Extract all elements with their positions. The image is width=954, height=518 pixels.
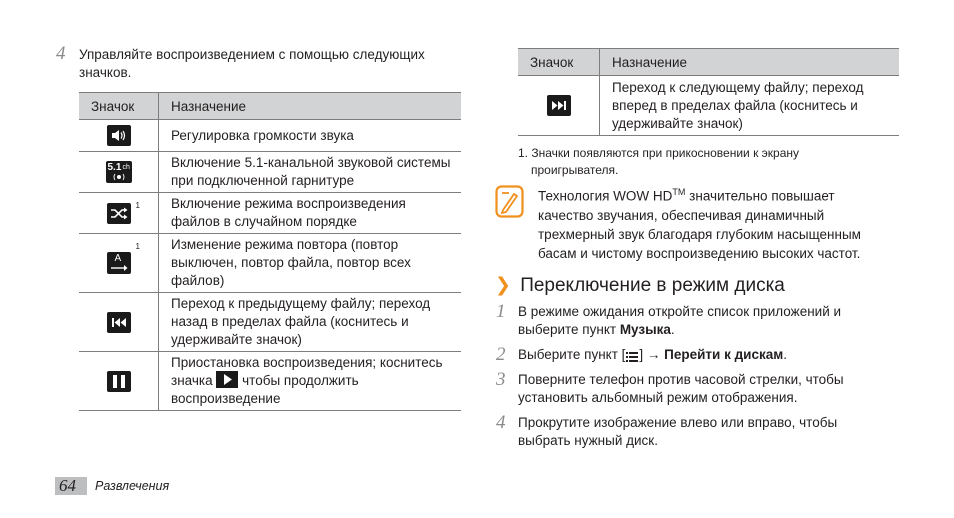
row-description: Включение режима воспроизведения файлов в случайном порядке <box>159 193 462 234</box>
table-row <box>79 120 461 152</box>
section-title: ❯ Переключение в режим диска <box>495 275 785 296</box>
step-number: 4 <box>496 412 506 433</box>
play-icon <box>216 371 238 388</box>
icons-table-right <box>518 48 899 136</box>
menu-icon <box>625 349 639 360</box>
table-row <box>79 234 461 293</box>
step-text: Поверните телефон против часовой стрелки, чтобы установить альбомный режим отображения. <box>518 372 844 405</box>
step-number: 1 <box>496 301 506 322</box>
col-header-icon: Значок <box>79 93 159 120</box>
footnote-marker: 1 <box>135 201 140 210</box>
row-description: Изменение режима повтора (повтор выключен, повтор файла, повтор всех файлов) <box>159 234 462 293</box>
table-row <box>518 76 899 136</box>
shuffle-icon <box>107 203 131 224</box>
row-description: Переход к предыдущему файлу; переход назад в пределах файла (коснитесь и удерживайте значок) <box>159 293 462 352</box>
col-header-purpose: Назначение <box>159 93 462 120</box>
row-description: Переход к следующему файлу; переход вперед в пределах файла (коснитесь и удерживайте значок) <box>600 76 900 136</box>
volume-icon <box>107 125 131 146</box>
note-text: Технология WOW HD™ значительно повышает качество звучания, обеспечивая динамичный трехмерный звук благодаря глубоким насыщенным басам и чистому воспроизведению высоких частот. <box>538 187 861 261</box>
repeat-icon: A <box>107 252 131 274</box>
previous-icon <box>107 312 131 333</box>
note-icon <box>495 185 524 218</box>
step-text: В режиме ожидания откройте список приложений и выберите пункт Музыка. <box>518 304 842 337</box>
step-text: Прокрутите изображение влево или вправо, чтобы выбрать нужный диск. <box>518 415 838 448</box>
step-number: 3 <box>496 369 506 390</box>
page-number: 64 <box>59 476 76 495</box>
step-number: 4 <box>56 43 66 64</box>
table-row <box>79 293 461 352</box>
chevron-right-icon: ❯ <box>495 275 511 296</box>
intro-text: Управляйте воспроизведением с помощью следующих значков. <box>79 47 425 80</box>
next-icon <box>547 95 571 116</box>
row-description: Включение 5.1-канальной звуковой системы при подключенной гарнитуре <box>159 152 462 193</box>
col-header-icon: Значок <box>518 49 600 76</box>
surround-5-1-icon: 5.1 ch <box>106 161 132 183</box>
footnote-marker: 1 <box>135 242 140 251</box>
table-row <box>79 193 461 234</box>
pause-icon <box>107 371 131 392</box>
footer-section: Развлечения <box>95 479 170 493</box>
footnote: 1. Значки появляются при прикосновении к экрану проигрывателя. <box>518 146 800 177</box>
icons-table-left <box>79 92 461 411</box>
col-header-purpose: Назначение <box>600 49 900 76</box>
page-number-badge <box>55 477 87 495</box>
step-number: 2 <box>496 344 506 365</box>
table-row <box>79 152 461 193</box>
row-description: Приостановка воспроизведения; коснитесь значка чтобы продолжить воспроизведение <box>159 352 462 411</box>
table-row <box>79 352 461 411</box>
step-text: Выберите пункт [ ] → Перейти к дискам. <box>518 347 787 362</box>
row-description: Регулировка громкости звука <box>159 120 462 152</box>
